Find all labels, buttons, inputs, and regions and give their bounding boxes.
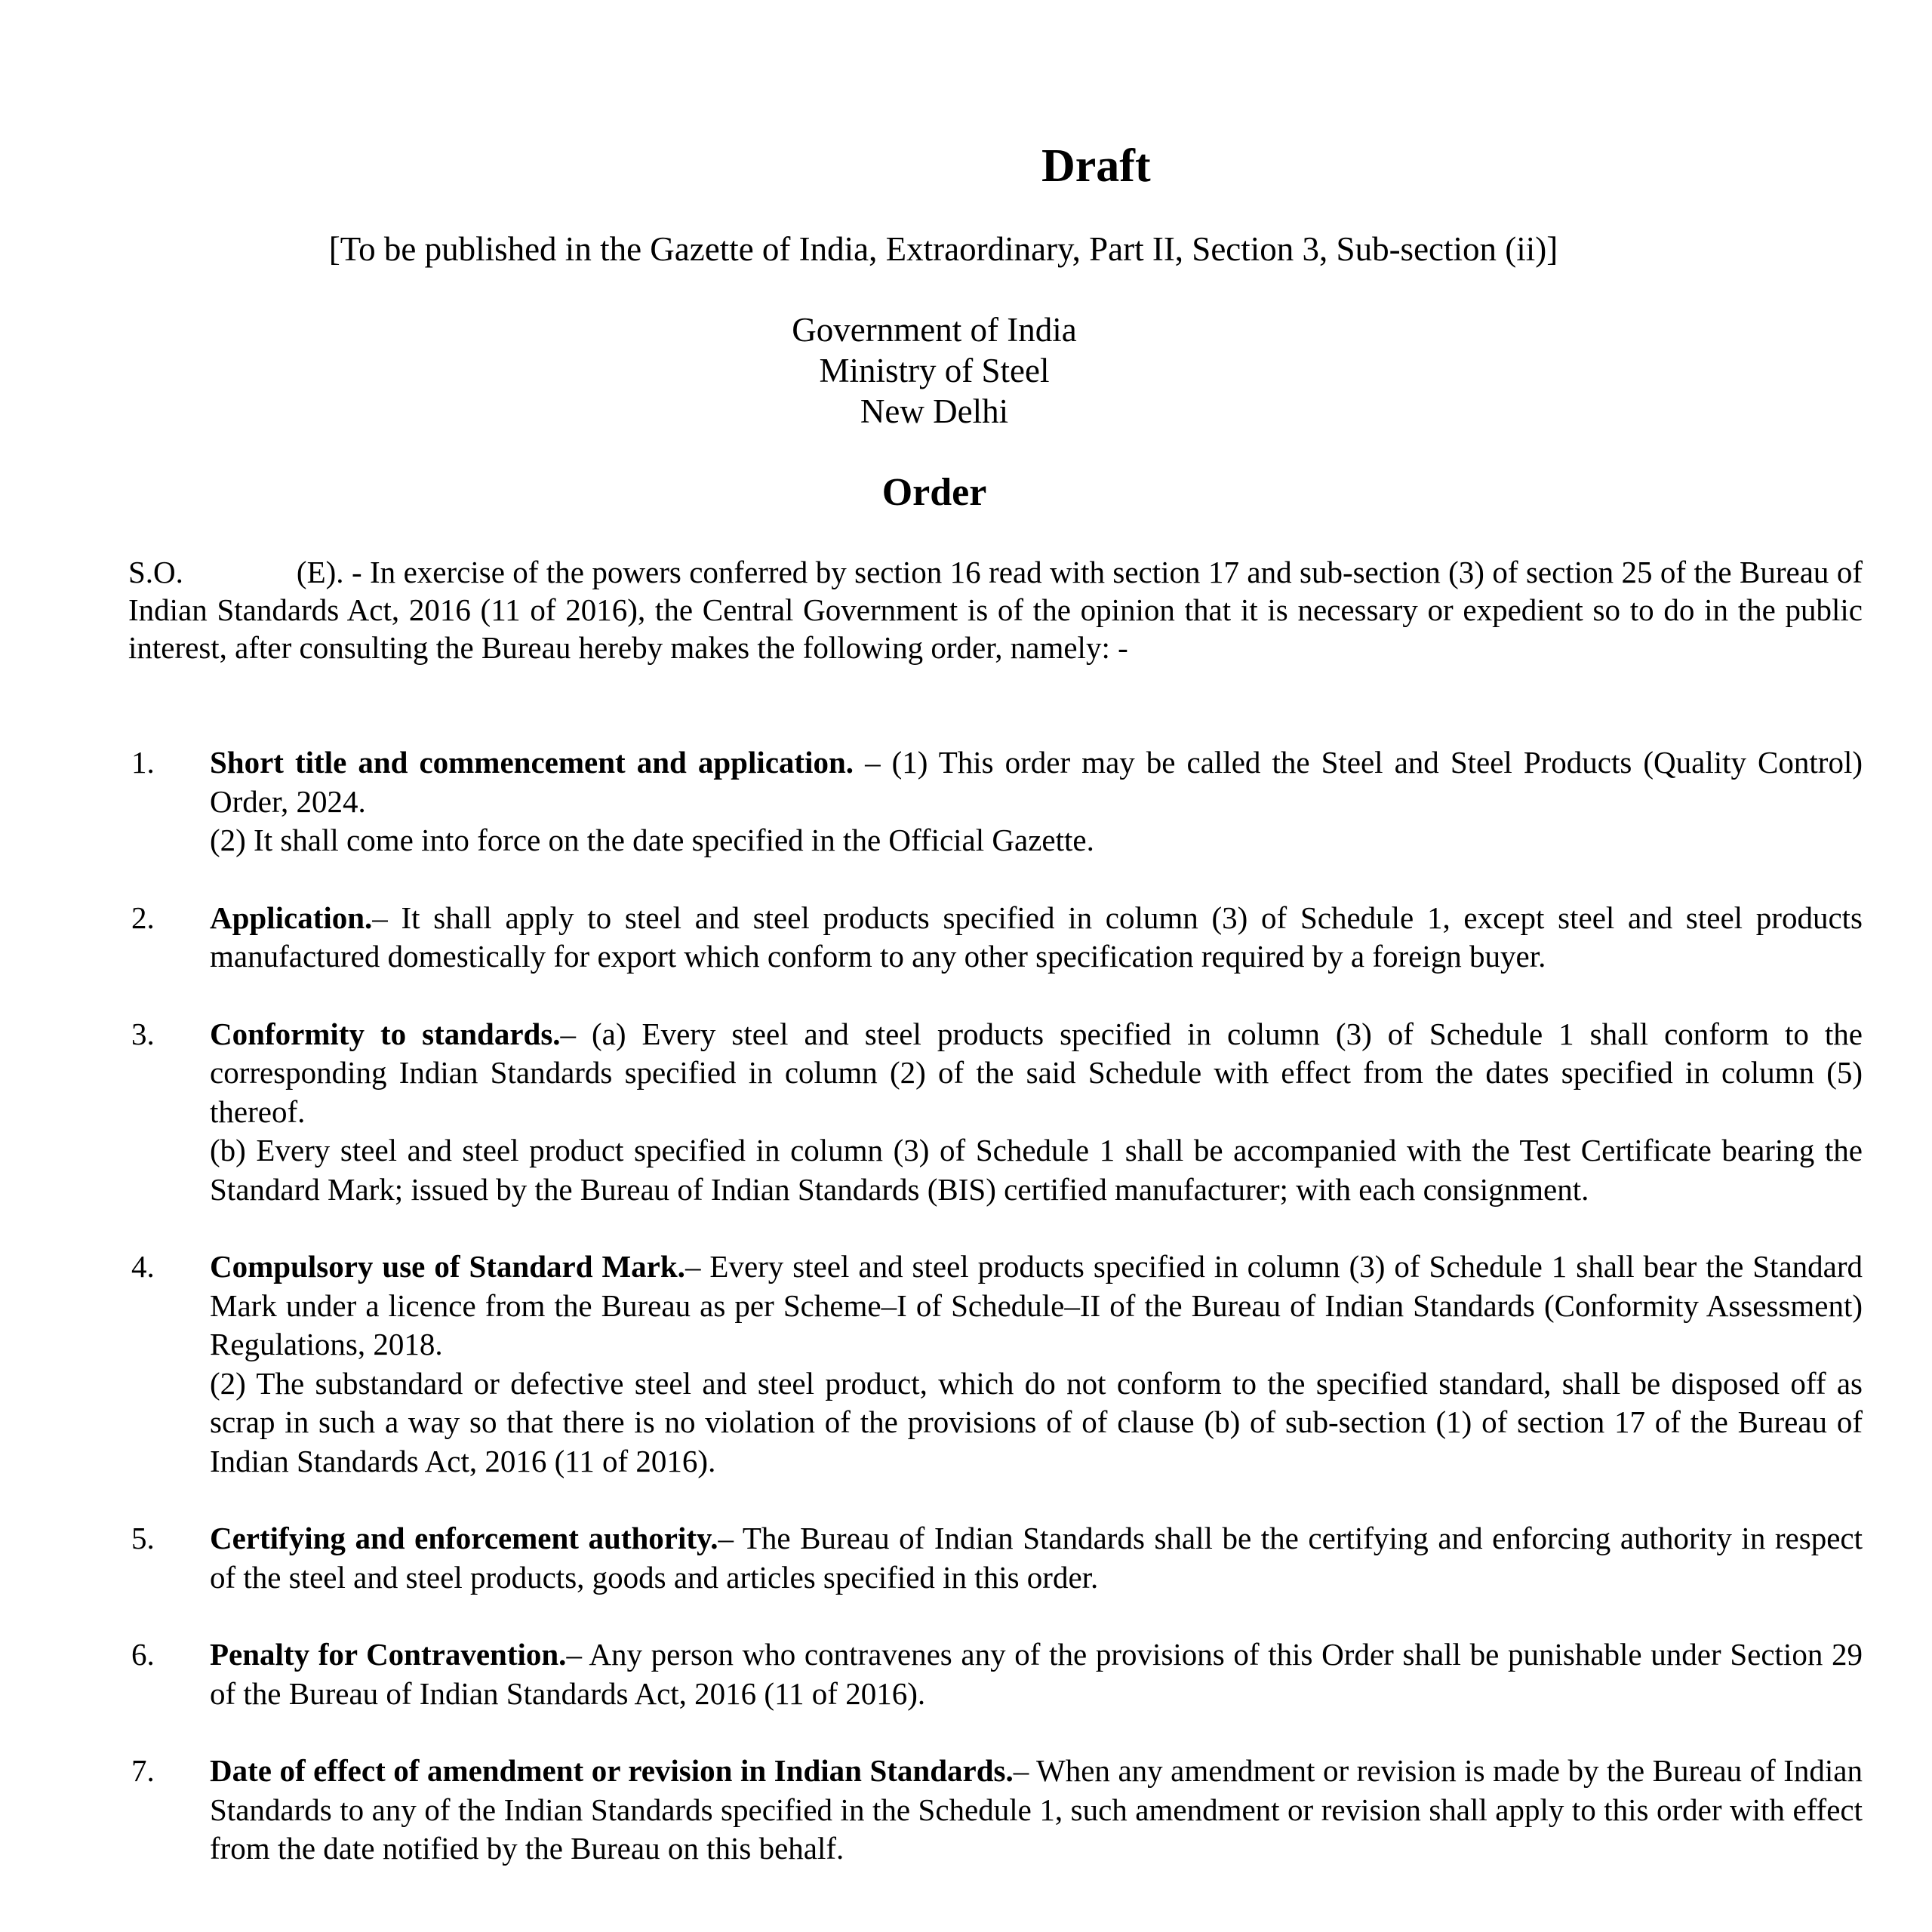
city-name: New Delhi [860,392,1009,430]
order-title: Order [881,471,987,514]
clause-text: – The Bureau of Indian Standards shall be the certifying and enforcing authority in respect of the steel and steel products, goods and articles specified in this order. [210,1521,1863,1595]
clause-heading: Date of effect of amendment or revision in Indian Standards. [210,1753,1014,1788]
preamble-text: (E). - In exercise of the powers conferred by section 16 read with section 17 and sub-section (3) of section 25 of the Bureau of Indian Standards Act, 2016 (11 of 2016), the Central Government is of the opinion that it is necessary or expedient so to do in the public interest, after consulting the Bureau hereby makes the following order, namely: - [128,555,1863,665]
government-name: Government of India [792,311,1077,349]
clause-4 [128,1247,1863,1481]
preamble-paragraph [128,553,1863,666]
clause-subtext: (b) Every steel and steel product specified in column (3) of Schedule 1 shall be accompanied with the Test Certificate bearing the Standard Mark; issued by the Bureau of Indian Standards (BIS) certified manufacturer; with each consignment. [210,1133,1863,1207]
clause-2 [128,899,1863,977]
so-label: S.O. [128,555,183,589]
clause-number: 3. [131,1016,155,1051]
clause-number: 7. [131,1753,155,1788]
clause-text: – (1) This order may be called the Steel and Steel Products (Quality Control) Order, 2024. [210,745,1863,819]
draft-title: Draft [1041,140,1151,192]
clause-heading: Penalty for Contravention. [210,1637,567,1672]
clause-number: 4. [131,1249,155,1284]
gazette-publication-note: [To be published in the Gazette of India, Extraordinary, Part II, Section 3, Sub-section (ii)] [328,230,1558,268]
clause-text: – It shall apply to steel and steel products specified in column (3) of Schedule 1, except steel and steel products manufactured domestically for export which conform to any other specification required by a foreign buyer. [210,900,1863,974]
clause-text: – Any person who contravenes any of the provisions of this Order shall be punishable under Section 29 of the Bureau of Indian Standards Act, 2016 (11 of 2016). [210,1637,1863,1711]
clause-number: 1. [131,745,155,780]
clause-5 [128,1519,1863,1597]
clause-heading: Short title and commencement and application. [210,745,854,780]
clause-text: – When any amendment or revision is made by the Bureau of Indian Standards to any of the Indian Standards specified in the Schedule 1, such amendment or revision shall apply to this order with effect from the date notified by the Bureau on this behalf. [210,1753,1863,1866]
clause-heading: Certifying and enforcement authority. [210,1521,718,1555]
clause-heading: Application. [210,900,373,935]
clause-number: 6. [131,1637,155,1672]
clause-7 [128,1752,1863,1869]
clause-text: – (a) Every steel and steel products specified in column (3) of Schedule 1 shall conform to the corresponding Indian Standards specified in column (2) of the said Schedule with effect from the dates specified in column (5) thereof. [210,1016,1863,1129]
clause-subtext: (2) It shall come into force on the date specified in the Official Gazette. [210,823,1094,857]
clause-1 [128,743,1863,860]
clause-number: 2. [131,900,155,935]
clause-heading: Compulsory use of Standard Mark. [210,1249,685,1284]
clause-3 [128,1015,1863,1210]
clause-6 [128,1635,1863,1713]
issuing-authority-block [0,309,1869,432]
clause-subtext: (2) The substandard or defective steel and steel product, which do not conform to the specified standard, shall be disposed off as scrap in such a way so that there is no violation of the provisions of of clause (b) of sub-section (1) of section 17 of the Bureau of Indian Standards Act, 2016 (11 of 2016). [210,1365,1863,1478]
clause-heading: Conformity to standards. [210,1016,561,1051]
clauses-list [128,743,1863,1869]
clause-text: – Every steel and steel products specified in column (3) of Schedule 1 shall bear the Standard Mark under a licence from the Bureau as per Scheme–I of Schedule–II of the Bureau of Indian Standards (Conformity Assessment) Regulations, 2018. [210,1249,1863,1361]
clause-number: 5. [131,1521,155,1555]
ministry-name: Ministry of Steel [819,352,1050,389]
